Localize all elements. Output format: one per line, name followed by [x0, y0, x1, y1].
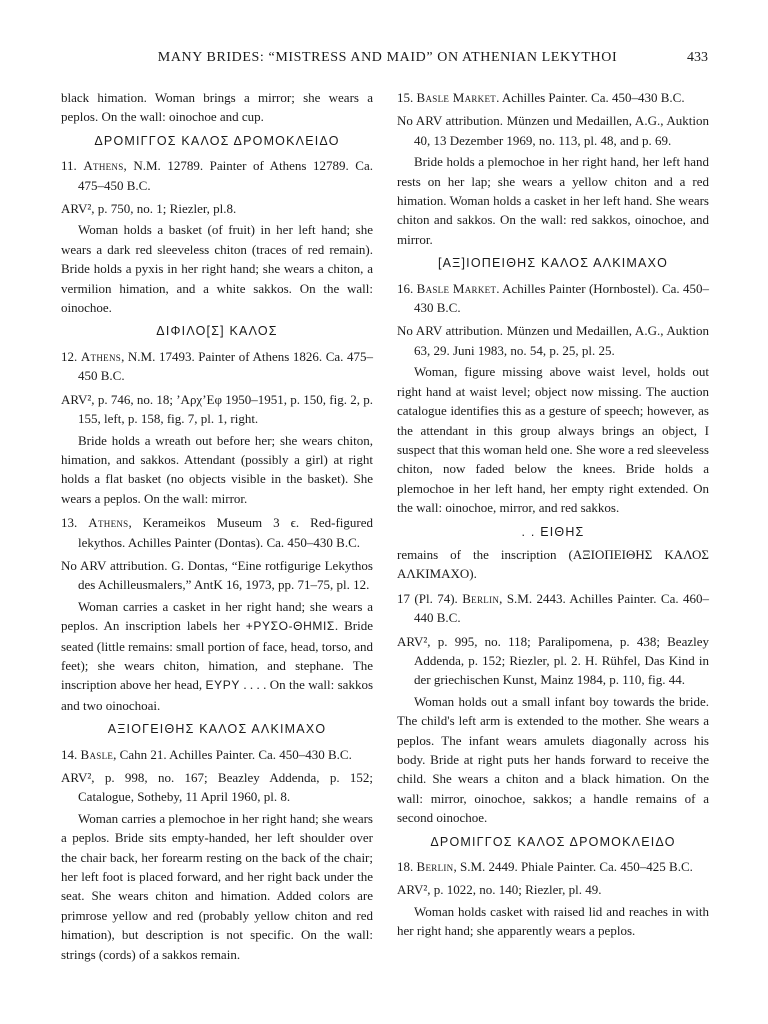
entry-number: 11.: [61, 158, 77, 174]
entry-number: 16.: [397, 280, 414, 296]
entry-details: , N.M. 12789. Painter of Athens 12789. Ca. 475–450 B.C.: [78, 158, 373, 193]
entry-details: , Cahn 21. Achilles Painter. Ca. 450–430 B.C.: [113, 746, 352, 762]
entry-15-description: Bride holds a plemochoe in her right hand, her left hand rests on her lap; she wears a yellow chiton and a red himation. Woman holds a casket in her left hand. She wears chiton and sakkos. On the wall: red sakkos, oinochoe, and mirror.: [397, 154, 709, 247]
entry-16-description: Woman, figure missing above waist level, holds out right hand at waist level; object now missing. The auction catalogue identifies this as a gesture of speech; however, as the attendant in this group always brings an object, I suspect that this woman held one. She wore a red sleeveless chiton, now faded below the knees. Bride holds a plemochoe in her left hand, her empty right extended. On the wall: oinochoe, mirror, and red sakkos.: [397, 364, 709, 516]
entry-11-heading: [61, 156, 373, 195]
entry-12-references: ARV², p. 746, no. 18; ’Αρχ’Εφ 1950–1951, p. 150, fig. 2, p. 155, left, p. 158, fig. 7, pl. 1, right.: [61, 391, 373, 427]
inscription: ΔΡΟΜΙΓΓΟΣ ΚΑΛΟΣ ΔΡΟΜΟΚΛΕΙΔΟ: [430, 834, 676, 849]
entry-14-description: Woman carries a plemochoe in her right hand; she wears a peplos. Bride sits empty-handed, her left shoulder over the chair back, her forearm resting on the back of the chair; her left foot is placed forward, and her right back under the seat. She wears chiton and himation. Added colors are primrose yellow and red (probably yellow chiton and red himation), but description is not specific. On the wall: strings (cords) of a sakkos remain.: [61, 810, 373, 962]
description-text: Woman carries a casket in her right hand; she wears a peplos. An inscription labels her: [61, 598, 373, 634]
entry-17-description: Woman holds out a small infant boy towards the bride. The child's left arm is extended to the mother. She wears a peplos. The infant wears amulets diagonally across his body. Bride at right puts her hands forward to receive the child. She wears a chiton and a black himation. On the wall: mirror, oinochoe, sakkos; a handle remains of a second oinochoe.: [397, 693, 709, 826]
entry-number: 14.: [61, 746, 78, 762]
inscription: [ΑΞ]ΙΟΠΕΙΘΗΣ ΚΑΛΟΣ ΑΛΚΙΜΑΧΟ: [437, 256, 669, 271]
entry-14-references: ARV², p. 998, no. 167; Beazley Addenda, p. 152; Catalogue, Sotheby, 11 April 1960, pl. 8.: [61, 770, 373, 805]
running-head: MANY BRIDES: “MISTRESS AND MAID” ON ATHENIAN LEKYTHOI: [157, 50, 618, 65]
inline-inscription: ΕΥΡΥ: [205, 678, 240, 693]
entry-location: Berlin: [462, 590, 500, 606]
entry-number: 15.: [397, 90, 414, 105]
entry-17-heading: [397, 589, 709, 628]
entry-location: Basle Market: [416, 280, 497, 296]
entry-location: Basle Market: [416, 90, 497, 105]
entry-18-description: Woman holds casket with raised lid and reaches in with her right hand; she apparently wears a peplos.: [397, 903, 709, 939]
entry-15-references: No ARV attribution. Münzen und Medaillen, A.G., Auktion 40, 13 Dezember 1969, no. 113, pl. 48, and p. 69.: [397, 113, 709, 148]
entry-location: Athens: [88, 515, 129, 531]
entry-15-heading: [397, 88, 709, 107]
inscription-note: remains of the inscription (ΑΞΙΟΠΕΙΘΗΣ ΚΑΛΟΣ ΑΛΚΙΜΑΧΟ).: [397, 546, 709, 582]
inscription: ΑΞΙΟΓΕΙΘΗΣ ΚΑΛΟΣ ΑΛΚΙΜΑΧΟ: [107, 722, 327, 737]
description-text: . . . . On the wall: sakkos and two oinochoai.: [61, 677, 374, 713]
entry-12-heading: [61, 347, 373, 386]
entry-13-description: [61, 597, 373, 715]
entry-details: , S.M. 2443. Achilles Painter. Ca. 460–440 B.C.: [414, 590, 709, 626]
entry-details: . Achilles Painter (Hornbostel). Ca. 450–430 B.C.: [414, 280, 709, 316]
inscription: ΔΡΟΜΙΓΓΟΣ ΚΑΛΟΣ ΔΡΟΜΟΚΛΕΙΔΟ: [94, 133, 340, 148]
entry-details: , Kerameikos Museum 3 ϵ. Red-figured lekythos. Achilles Painter (Dontas). Ca. 450–430 B.C.: [78, 515, 373, 550]
inscription: . . ΕΙΘΗΣ: [521, 524, 585, 539]
entry-number: 18.: [397, 859, 414, 875]
right-column: [397, 88, 709, 941]
entry-number: 13.: [61, 515, 78, 531]
entry-12-description: Bride holds a wreath out before her; she wears chiton, himation, and sakkos. Attendant (possibly a girl) at right holds a flat basket (no objects visible in the basket). She wears a peplos. On the wall: mirror.: [61, 432, 373, 506]
entry-details: , N.M. 17493. Painter of Athens 1826. Ca. 475–450 B.C.: [78, 348, 374, 384]
entry-11-description: Woman holds a basket (of fruit) in her left hand; she wears a dark red sleeveless chiton (traces of red remain). Bride holds a pyxis in her right hand; she wears a chiton, a vermilion himation, and a white sakkos. On the wall: oinochoe.: [61, 222, 373, 316]
entry-18-references: ARV², p. 1022, no. 140; Riezler, pl. 49.: [397, 882, 602, 898]
entry-13-references: No ARV attribution. G. Dontas, “Eine rotfigurige Lekythos des Achilleusmalers,” AntK 16, 1973, pp. 71–75, pl. 12.: [61, 557, 373, 593]
entry-location: Basle: [80, 746, 114, 762]
entry-details: . Achilles Painter. Ca. 450–430 B.C.: [496, 90, 685, 105]
entry-details: , S.M. 2449. Phiale Painter. Ca. 450–425 B.C.: [453, 859, 693, 875]
page-number: 433: [687, 50, 708, 65]
entry-11-references: ARV², p. 750, no. 1; Riezler, pl.8.: [61, 201, 237, 217]
entry-location: Athens: [83, 158, 124, 174]
entry-location: Athens: [80, 348, 122, 364]
left-column: [61, 88, 373, 964]
entry-location: Berlin: [416, 859, 454, 875]
entry-16-references: No ARV attribution. Münzen und Medaillen, A.G., Auktion 63, 29. Juni 1983, no. 54, p. 25, pl. 25.: [397, 323, 709, 358]
entry-13-heading: [61, 513, 373, 552]
entry-number: 17 (Pl. 74).: [397, 590, 458, 606]
continued-text: black himation. Woman brings a mirror; she wears a peplos. On the wall: oinochoe and cup.: [61, 90, 373, 125]
inline-inscription: +ΡΥΣΟ-ΘΗΜΙΣ: [245, 619, 335, 634]
description-text: . Bride seated (little remains: small portion of face, head, torso, and feet); she wears chiton, himation, and stephane. The inscription above her head,: [61, 618, 374, 693]
entry-18-heading: [397, 857, 709, 876]
entry-14-heading: [61, 745, 373, 764]
entry-17-references: ARV², p. 995, no. 118; Paralipomena, p. 438; Beazley Addenda, p. 152; Riezler, pl. 2. H. Rühfel, Das Kind in der griechischen Kunst, Mainz 1984, p. 110, fig. 44.: [397, 633, 709, 688]
entry-number: 12.: [61, 348, 78, 364]
entry-16-heading: [397, 279, 709, 318]
inscription: ΔΙΦΙΛΟ[Σ] ΚΑΛΟΣ: [156, 324, 278, 339]
